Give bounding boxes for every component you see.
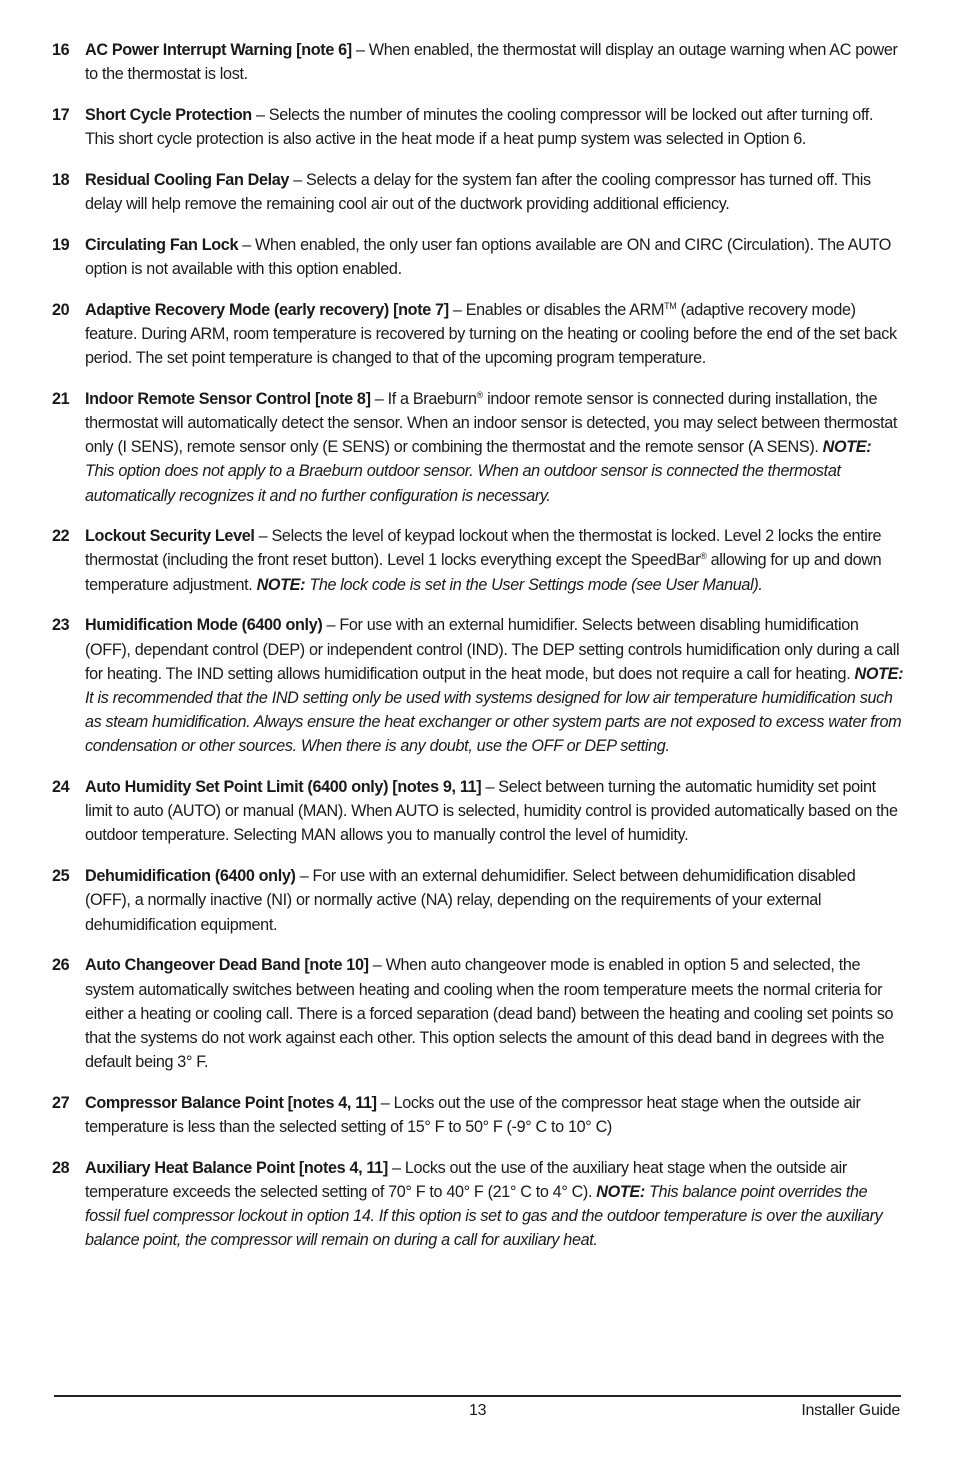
- option-26: [52, 953, 904, 1074]
- option-22: [52, 524, 904, 597]
- option-description: – When enabled, the thermostat will display an outage warning when AC power to the thermostat is lost.: [85, 41, 898, 84]
- option-text: [85, 953, 904, 1074]
- option-text: [85, 864, 904, 937]
- option-number: 20: [52, 300, 70, 319]
- option-number: 26: [52, 956, 70, 975]
- note-label: NOTE:: [596, 1182, 645, 1201]
- option-number: 28: [52, 1158, 70, 1177]
- option-title: Compressor Balance Point [notes 4, 11]: [85, 1093, 377, 1112]
- option-text: [85, 103, 904, 151]
- option-description: – When auto changeover mode is enabled in option 5 and selected, the system automatically switches between heating and cooling when the room temperature meets the normal criteria for either a heating or cooling call. There is a forced separation (dead band) between the heating and cooling set points so that the systems do not work against each other. This option selects the amount of this dead band in degrees with the default being 3° F.: [85, 956, 894, 1072]
- registered-mark: ®: [476, 389, 483, 400]
- note-text: The lock code is set in the User Settings mode (see User Manual).: [305, 575, 763, 594]
- note-text: This balance point overrides the fossil fuel compressor lockout in option 14. If this option is set to gas and the outdoor temperature is over the auxiliary balance point, the compressor will remain on during a call for auxiliary heat.: [85, 1182, 883, 1250]
- option-text: [85, 233, 904, 281]
- option-description: – Selects the number of minutes the cooling compressor will be locked out after turning off. This short cycle protection is also active in the heat mode if a heat pump system was selected in Option 6.: [85, 105, 874, 149]
- option-description: – Enables or disables the ARM: [448, 300, 665, 319]
- option-title: Auto Changeover Dead Band [note 10]: [85, 956, 369, 975]
- option-number: 27: [52, 1093, 70, 1112]
- option-text: [85, 524, 904, 597]
- option-title: Auxiliary Heat Balance Point [notes 4, 11]: [85, 1158, 388, 1177]
- option-title: Dehumidification (6400 only): [85, 867, 296, 886]
- option-description: – If a Braeburn: [370, 389, 477, 408]
- option-20: [52, 298, 904, 371]
- note-label: NOTE:: [256, 575, 306, 594]
- option-text: [85, 387, 904, 508]
- option-number: 18: [52, 170, 70, 189]
- option-description-cont: indoor remote sensor is connected during installation, the thermostat will automatically detect the sensor. When an indoor sensor is detected, you may select between thermostat only (I SENS), remote sensor only (E SENS) or combining the thermostat and the remote sensor (A SENS).: [85, 389, 898, 457]
- option-text: [85, 775, 904, 848]
- option-description: – Select between turning the automatic humidity set point limit to auto (AUTO) or manual (MAN). When AUTO is selected, humidity control is provided automatically based on the outdoor temperature. Selecting MAN allows you to manually control the level of humidity.: [85, 778, 898, 845]
- option-number: 16: [52, 41, 70, 59]
- option-title: Lockout Security Level: [85, 527, 255, 546]
- option-number: 19: [52, 235, 70, 254]
- option-description-cont: (adaptive recovery mode) feature. During ARM, room temperature is recovered by turning on the heating or cooling before the end of the set back period. The set point temperature is changed to that of the upcoming program temperature.: [85, 300, 897, 368]
- option-description-cont: allowing for up and down temperature adjustment.: [85, 551, 882, 594]
- option-number: 23: [52, 616, 70, 635]
- option-text: [85, 613, 904, 758]
- option-description: – When enabled, the only user fan options available are ON and CIRC (Circulation). The AUTO option is not available with this option enabled.: [85, 235, 891, 278]
- option-number: 21: [52, 389, 70, 408]
- footer-title: Installer Guide: [801, 1402, 900, 1419]
- option-description: – Locks out the use of the auxiliary heat stage when the outside air temperature exceeds the selected setting of 70° F to 40° F (21° C to 4° C).: [85, 1158, 847, 1201]
- note-label: NOTE:: [854, 664, 904, 683]
- option-text: [85, 38, 904, 86]
- option-text: [85, 168, 904, 216]
- option-16: [52, 38, 904, 86]
- option-number: 25: [52, 867, 70, 886]
- option-18: [52, 168, 904, 216]
- trademark-mark: TM: [664, 300, 677, 311]
- option-number: 17: [52, 105, 70, 124]
- option-description: – Selects the level of keypad lockout when the thermostat is locked. Level 2 locks the entire thermostat (including the front reset button). Level 1 locks everything except the SpeedBar: [85, 527, 882, 570]
- option-description: – For use with an external humidifier. Selects between disabling humidification (OFF), dependant control (DEP) or independent control (IND). The DEP setting controls humidification only during a call for heating. The IND setting allows humidification output in the heat mode, but does not require a call for heating.: [85, 616, 900, 683]
- option-27: [52, 1091, 904, 1139]
- option-title: Indoor Remote Sensor Control [note 8]: [85, 389, 371, 408]
- option-title: AC Power Interrupt Warning [note 6]: [85, 41, 352, 59]
- options-list: [52, 38, 904, 1269]
- registered-mark: ®: [700, 551, 707, 562]
- note-label: NOTE:: [822, 438, 872, 457]
- option-23: [52, 613, 904, 758]
- option-24: [52, 775, 904, 848]
- option-number: 22: [52, 527, 70, 546]
- option-17: [52, 103, 904, 151]
- option-description: – Locks out the use of the compressor heat stage when the outside air temperature is less than the selected setting of 15° F to 50° F (-9° C to 10° C): [85, 1093, 861, 1137]
- note-text: It is recommended that the IND setting only be used with systems designed for low air temperature humidification such as steam humidification. Always ensure the heat exchanger or other system parts are not exposed to excess water from condensation or other sources. When there is any doubt, use the OFF or DEP setting.: [85, 688, 902, 756]
- option-title: Adaptive Recovery Mode (early recovery) [note 7]: [85, 300, 449, 319]
- option-25: [52, 864, 904, 937]
- option-text: [85, 1156, 904, 1253]
- page-number: 13: [469, 1402, 487, 1419]
- option-21: [52, 387, 904, 508]
- option-description: – Selects a delay for the system fan after the cooling compressor has turned off. This delay will help remove the remaining cool air out of the ductwork providing additional efficiency.: [85, 170, 871, 214]
- option-28: [52, 1156, 904, 1253]
- option-text: [85, 298, 904, 371]
- option-title: Residual Cooling Fan Delay: [85, 170, 290, 189]
- option-title: Auto Humidity Set Point Limit (6400 only) [notes 9, 11]: [85, 778, 482, 797]
- option-title: Short Cycle Protection: [85, 105, 252, 124]
- note-text: This option does not apply to a Braeburn outdoor sensor. When an outdoor sensor is connected the thermostat automatically recognizes it and no further configuration is necessary.: [85, 462, 841, 505]
- option-19: [52, 233, 904, 281]
- option-number: 24: [52, 778, 70, 797]
- option-description: – For use with an external dehumidifier. Select between dehumidification disabled (OFF), a normally inactive (NI) or normally active (NA) relay, depending on the requirements of your external dehumidification equipment.: [85, 867, 856, 934]
- footer-divider: [54, 1395, 901, 1397]
- option-title: Circulating Fan Lock: [85, 235, 239, 254]
- option-title: Humidification Mode (6400 only): [85, 616, 323, 635]
- option-text: [85, 1091, 904, 1139]
